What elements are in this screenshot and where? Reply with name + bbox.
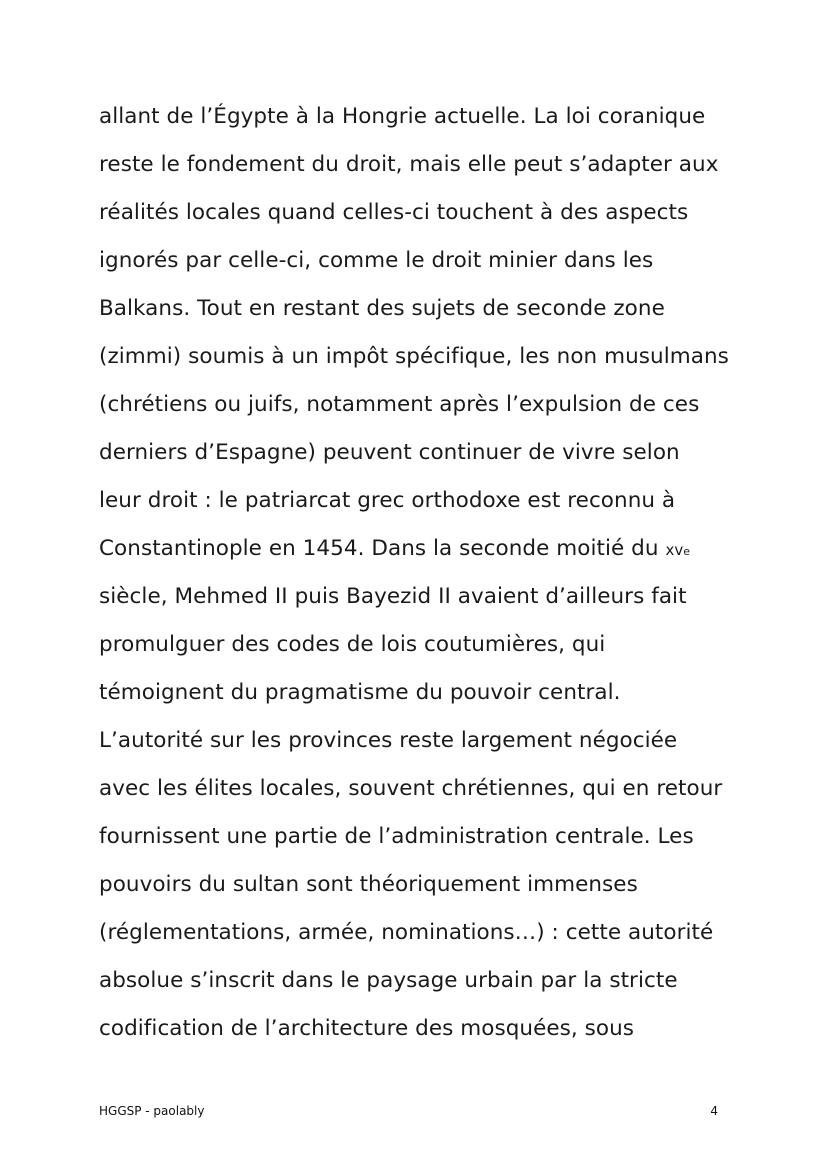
text-line: derniers d’Espagne) peuvent continuer de vivre selon	[99, 440, 680, 465]
body-text	[99, 93, 739, 1053]
text-line: allant de l’Égypte à la Hongrie actuelle. La loi coranique	[99, 104, 706, 129]
text-line-segment: Constantinople en 1454. Dans la seconde moitié du	[99, 536, 666, 561]
text-line: reste le fondement du droit, mais elle peut s’adapter aux	[99, 152, 719, 177]
text-line: absolue s’inscrit dans le paysage urbain par la stricte	[99, 968, 678, 993]
text-line: Balkans. Tout en restant des sujets de seconde zone	[99, 296, 665, 321]
century-numeral: xv	[665, 541, 684, 559]
text-line: ignorés par celle-ci, comme le droit minier dans les	[99, 248, 654, 273]
text-line: avec les élites locales, souvent chrétiennes, qui en retour	[99, 776, 723, 801]
text-line: siècle, Mehmed II puis Bayezid II avaient d’ailleurs fait	[99, 584, 687, 609]
page-number: 4	[710, 1104, 718, 1118]
text-line: pouvoirs du sultan sont théoriquement immenses	[99, 872, 638, 897]
text-line: (zimmi) soumis à un impôt spécifique, les non musulmans	[99, 344, 729, 369]
text-line: fournissent une partie de l’administration centrale. Les	[99, 824, 694, 849]
text-line: L’autorité sur les provinces reste largement négociée	[99, 728, 678, 753]
text-line: promulguer des codes de lois coutumières, qui	[99, 632, 606, 657]
text-line: réalités locales quand celles-ci touchent à des aspects	[99, 200, 689, 225]
text-line: témoignent du pragmatisme du pouvoir central.	[99, 680, 621, 705]
text-line: (réglementations, armée, nominations…) : cette autorité	[99, 920, 714, 945]
text-line	[99, 525, 739, 573]
text-line: codification de l’architecture des mosquées, sous	[99, 1016, 635, 1041]
text-line: leur droit : le patriarcat grec orthodoxe est reconnu à	[99, 488, 676, 513]
text-line: (chrétiens ou juifs, notamment après l’expulsion de ces	[99, 392, 700, 417]
footer-author: HGGSP - paolably	[99, 1104, 205, 1118]
century-suffix: e	[683, 545, 691, 558]
